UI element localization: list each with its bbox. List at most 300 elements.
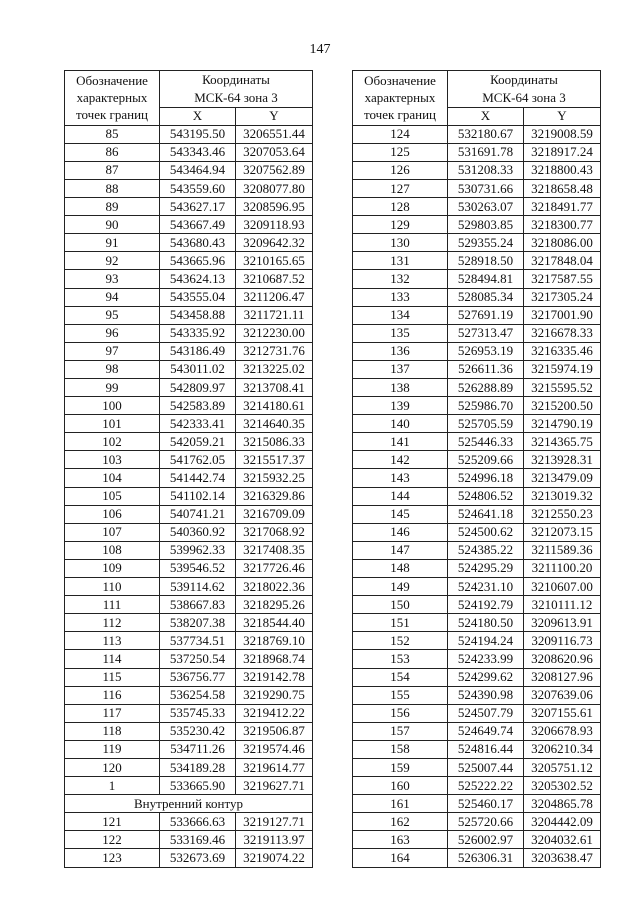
y-coordinate-cell: 3219142.78: [236, 668, 313, 686]
table-row: [65, 668, 313, 686]
y-coordinate-cell: 3210607.00: [524, 578, 601, 596]
table-row: [353, 342, 601, 360]
y-coordinate-cell: 3210165.65: [236, 252, 313, 270]
table-row: [65, 179, 313, 197]
point-number-cell: 152: [353, 632, 448, 650]
x-coordinate-cell: 524996.18: [448, 469, 524, 487]
point-number-cell: 99: [65, 379, 160, 397]
point-number-cell: 101: [65, 415, 160, 433]
point-number-cell: 111: [65, 596, 160, 614]
x-coordinate-cell: 528085.34: [448, 288, 524, 306]
point-number-cell: 106: [65, 505, 160, 523]
point-number-cell: 151: [353, 614, 448, 632]
point-number-cell: 122: [65, 831, 160, 849]
point-number-cell: 107: [65, 523, 160, 541]
point-number-cell: 114: [65, 650, 160, 668]
table-row: [353, 596, 601, 614]
y-coordinate-cell: 3214640.35: [236, 415, 313, 433]
table-row: [353, 849, 601, 867]
x-coordinate-cell: 524507.79: [448, 704, 524, 722]
table-row: [353, 813, 601, 831]
point-number-cell: 89: [65, 198, 160, 216]
table-row: [65, 722, 313, 740]
x-coordinate-cell: 524816.44: [448, 740, 524, 758]
y-coordinate-cell: 3218658.48: [524, 179, 601, 197]
x-coordinate-cell: 528494.81: [448, 270, 524, 288]
table-row: [353, 306, 601, 324]
y-coordinate-cell: 3210687.52: [236, 270, 313, 288]
page-number: 147: [309, 42, 331, 57]
point-number-cell: 85: [65, 125, 160, 143]
point-number-cell: 95: [65, 306, 160, 324]
x-coordinate-cell: 529355.24: [448, 234, 524, 252]
y-coordinate-cell: 3215595.52: [524, 379, 601, 397]
y-coordinate-cell: 3205751.12: [524, 758, 601, 776]
table-row: [65, 306, 313, 324]
x-coordinate-cell: 539114.62: [160, 578, 236, 596]
x-coordinate-cell: 539546.52: [160, 559, 236, 577]
x-coordinate-cell: 525446.33: [448, 433, 524, 451]
table-row: [65, 596, 313, 614]
point-number-cell: 98: [65, 360, 160, 378]
table-row: [353, 360, 601, 378]
point-number-cell: 87: [65, 161, 160, 179]
y-coordinate-cell: 3219412.22: [236, 704, 313, 722]
point-number-cell: 112: [65, 614, 160, 632]
point-number-cell: 135: [353, 324, 448, 342]
point-number-cell: 149: [353, 578, 448, 596]
y-coordinate-cell: 3206678.93: [524, 722, 601, 740]
table-row: [65, 614, 313, 632]
point-number-cell: 110: [65, 578, 160, 596]
y-coordinate-cell: 3208077.80: [236, 179, 313, 197]
point-number-cell: 113: [65, 632, 160, 650]
point-number-cell: 143: [353, 469, 448, 487]
table-row: [353, 614, 601, 632]
table-row: [353, 668, 601, 686]
point-number-cell: 117: [65, 704, 160, 722]
point-number-cell: 134: [353, 306, 448, 324]
y-coordinate-cell: 3219506.87: [236, 722, 313, 740]
point-number-cell: 139: [353, 397, 448, 415]
x-coordinate-cell: 538667.83: [160, 596, 236, 614]
y-coordinate-cell: 3219574.46: [236, 740, 313, 758]
x-coordinate-cell: 528918.50: [448, 252, 524, 270]
point-number-cell: 150: [353, 596, 448, 614]
point-number-cell: 102: [65, 433, 160, 451]
point-number-cell: 121: [65, 813, 160, 831]
x-coordinate-cell: 537250.54: [160, 650, 236, 668]
y-column-header: Y: [236, 107, 313, 125]
x-coordinate-cell: 543458.88: [160, 306, 236, 324]
x-coordinate-cell: 524231.10: [448, 578, 524, 596]
y-coordinate-cell: 3211100.20: [524, 559, 601, 577]
y-coordinate-cell: 3208596.95: [236, 198, 313, 216]
x-coordinate-cell: 542059.21: [160, 433, 236, 451]
y-coordinate-cell: 3218917.24: [524, 143, 601, 161]
x-coordinate-cell: 543186.49: [160, 342, 236, 360]
y-coordinate-cell: 3218544.40: [236, 614, 313, 632]
y-coordinate-cell: 3217001.90: [524, 306, 601, 324]
y-coordinate-cell: 3213225.02: [236, 360, 313, 378]
table-row: [65, 559, 313, 577]
x-coordinate-cell: 530263.07: [448, 198, 524, 216]
point-number-cell: 142: [353, 451, 448, 469]
x-coordinate-cell: 534189.28: [160, 758, 236, 776]
coordinates-table-right: [352, 70, 601, 868]
y-coordinate-cell: 3207155.61: [524, 704, 601, 722]
point-number-cell: 1: [65, 777, 160, 795]
x-coordinate-cell: 524194.24: [448, 632, 524, 650]
coords-system-header: МСК-64 зона 3: [160, 90, 313, 108]
point-number-cell: 91: [65, 234, 160, 252]
x-coordinate-cell: 532673.69: [160, 849, 236, 867]
point-number-cell: 154: [353, 668, 448, 686]
x-coordinate-cell: 543195.50: [160, 125, 236, 143]
x-coordinate-cell: 525720.66: [448, 813, 524, 831]
point-number-cell: 158: [353, 740, 448, 758]
x-coordinate-cell: 524233.99: [448, 650, 524, 668]
x-column-header: X: [448, 107, 524, 125]
point-number-cell: 93: [65, 270, 160, 288]
point-number-cell: 115: [65, 668, 160, 686]
table-row: [65, 360, 313, 378]
table-row: [65, 686, 313, 704]
table-row: [353, 179, 601, 197]
inner-contour-row: [65, 795, 313, 813]
point-number-cell: 100: [65, 397, 160, 415]
table-row: [65, 505, 313, 523]
coords-label-line: Координаты: [490, 72, 558, 88]
point-number-cell: 104: [65, 469, 160, 487]
point-number-cell: 156: [353, 704, 448, 722]
y-coordinate-cell: 3215932.25: [236, 469, 313, 487]
y-coordinate-cell: 3208620.96: [524, 650, 601, 668]
y-coordinate-cell: 3216335.46: [524, 342, 601, 360]
x-coordinate-cell: 542333.41: [160, 415, 236, 433]
y-coordinate-cell: 3213019.32: [524, 487, 601, 505]
x-coordinate-cell: 542809.97: [160, 379, 236, 397]
point-number-cell: 90: [65, 216, 160, 234]
x-coordinate-cell: 543343.46: [160, 143, 236, 161]
table-row: [65, 379, 313, 397]
inner-contour-label: Внутренний контур: [65, 795, 313, 813]
point-number-cell: 131: [353, 252, 448, 270]
table-row: [65, 487, 313, 505]
x-coordinate-cell: 543627.17: [160, 198, 236, 216]
table-row: [353, 777, 601, 795]
point-number-cell: 88: [65, 179, 160, 197]
x-coordinate-cell: 535745.33: [160, 704, 236, 722]
table-row: [353, 632, 601, 650]
table-row: [353, 397, 601, 415]
table-row: [65, 252, 313, 270]
point-number-cell: 127: [353, 179, 448, 197]
y-coordinate-cell: 3217408.35: [236, 541, 313, 559]
table-row: [353, 451, 601, 469]
point-label-line: Обозначение: [76, 73, 148, 88]
y-coordinate-cell: 3203638.47: [524, 849, 601, 867]
x-coordinate-cell: 539962.33: [160, 541, 236, 559]
x-coordinate-cell: 543464.94: [160, 161, 236, 179]
table-row: [65, 632, 313, 650]
y-coordinate-cell: 3213708.41: [236, 379, 313, 397]
point-label-line: характерных: [76, 90, 148, 105]
table-row: [353, 487, 601, 505]
table-row: [353, 686, 601, 704]
y-coordinate-cell: 3218295.26: [236, 596, 313, 614]
table-row: [353, 143, 601, 161]
x-coordinate-cell: 525209.66: [448, 451, 524, 469]
point-number-cell: 132: [353, 270, 448, 288]
y-column-header: Y: [524, 107, 601, 125]
y-coordinate-cell: 3206551.44: [236, 125, 313, 143]
point-number-cell: 136: [353, 342, 448, 360]
y-coordinate-cell: 3219614.77: [236, 758, 313, 776]
point-number-cell: 116: [65, 686, 160, 704]
y-coordinate-cell: 3211206.47: [236, 288, 313, 306]
point-number-cell: 108: [65, 541, 160, 559]
coords-label-line: Координаты: [202, 72, 270, 88]
point-label-header: [65, 71, 160, 126]
y-coordinate-cell: 3206210.34: [524, 740, 601, 758]
y-coordinate-cell: 3216709.09: [236, 505, 313, 523]
point-number-cell: 97: [65, 342, 160, 360]
x-coordinate-cell: 541442.74: [160, 469, 236, 487]
point-number-cell: 103: [65, 451, 160, 469]
x-coordinate-cell: 540360.92: [160, 523, 236, 541]
point-number-cell: 109: [65, 559, 160, 577]
table-row: [65, 740, 313, 758]
y-coordinate-cell: 3207053.64: [236, 143, 313, 161]
table-row: [65, 397, 313, 415]
x-coordinate-cell: 533169.46: [160, 831, 236, 849]
x-coordinate-cell: 543665.96: [160, 252, 236, 270]
y-coordinate-cell: 3217305.24: [524, 288, 601, 306]
table-row: [65, 198, 313, 216]
table-row: [65, 216, 313, 234]
x-coordinate-cell: 543667.49: [160, 216, 236, 234]
point-label-line: Обозначение: [364, 73, 436, 88]
x-coordinate-cell: 524295.29: [448, 559, 524, 577]
table-row: [65, 161, 313, 179]
point-number-cell: 164: [353, 849, 448, 867]
point-number-cell: 129: [353, 216, 448, 234]
table-row: [65, 451, 313, 469]
y-coordinate-cell: 3219127.71: [236, 813, 313, 831]
y-coordinate-cell: 3207562.89: [236, 161, 313, 179]
y-coordinate-cell: 3204865.78: [524, 795, 601, 813]
point-label-header: [353, 71, 448, 126]
table-header-row: [353, 71, 601, 90]
table-row: [65, 758, 313, 776]
y-coordinate-cell: 3205302.52: [524, 777, 601, 795]
table-row: [65, 523, 313, 541]
table-row: [353, 541, 601, 559]
x-coordinate-cell: 543624.13: [160, 270, 236, 288]
point-number-cell: 130: [353, 234, 448, 252]
table-row: [65, 704, 313, 722]
y-coordinate-cell: 3218800.43: [524, 161, 601, 179]
point-label-line: точек границ: [75, 107, 149, 122]
table-row: [353, 198, 601, 216]
table-row: [65, 324, 313, 342]
x-coordinate-cell: 543559.60: [160, 179, 236, 197]
x-coordinate-cell: 525460.17: [448, 795, 524, 813]
x-coordinate-cell: 524806.52: [448, 487, 524, 505]
table-row: [65, 469, 313, 487]
y-coordinate-cell: 3218968.74: [236, 650, 313, 668]
y-coordinate-cell: 3212550.23: [524, 505, 601, 523]
x-coordinate-cell: 536254.58: [160, 686, 236, 704]
table-row: [353, 270, 601, 288]
x-coordinate-cell: 526306.31: [448, 849, 524, 867]
y-coordinate-cell: 3212731.76: [236, 342, 313, 360]
x-column-header: X: [160, 107, 236, 125]
table-row: [65, 541, 313, 559]
y-coordinate-cell: 3207639.06: [524, 686, 601, 704]
y-coordinate-cell: 3217848.04: [524, 252, 601, 270]
table-row: [65, 234, 313, 252]
y-coordinate-cell: 3214180.61: [236, 397, 313, 415]
y-coordinate-cell: 3213928.31: [524, 451, 601, 469]
point-label-line: точек границ: [363, 107, 437, 122]
x-coordinate-cell: 533665.90: [160, 777, 236, 795]
table-row: [353, 704, 601, 722]
x-coordinate-cell: 531208.33: [448, 161, 524, 179]
point-number-cell: 144: [353, 487, 448, 505]
y-coordinate-cell: 3216678.33: [524, 324, 601, 342]
x-coordinate-cell: 534711.26: [160, 740, 236, 758]
y-coordinate-cell: 3204442.09: [524, 813, 601, 831]
x-coordinate-cell: 524649.74: [448, 722, 524, 740]
table-row: [65, 342, 313, 360]
table-row: [353, 125, 601, 143]
y-coordinate-cell: 3215517.37: [236, 451, 313, 469]
point-number-cell: 133: [353, 288, 448, 306]
y-coordinate-cell: 3217068.92: [236, 523, 313, 541]
point-number-cell: 147: [353, 541, 448, 559]
table-row: [353, 379, 601, 397]
point-number-cell: 120: [65, 758, 160, 776]
point-number-cell: 128: [353, 198, 448, 216]
point-label-line: характерных: [364, 90, 436, 105]
table-row: [353, 523, 601, 541]
point-number-cell: 92: [65, 252, 160, 270]
point-number-cell: 94: [65, 288, 160, 306]
y-coordinate-cell: 3212073.15: [524, 523, 601, 541]
x-coordinate-cell: 525007.44: [448, 758, 524, 776]
table-row: [353, 433, 601, 451]
coords-system-header: МСК-64 зона 3: [448, 90, 601, 108]
y-coordinate-cell: 3215974.19: [524, 360, 601, 378]
y-coordinate-cell: 3208127.96: [524, 668, 601, 686]
y-coordinate-cell: 3211589.36: [524, 541, 601, 559]
table-row: [353, 722, 601, 740]
table-row: [353, 161, 601, 179]
point-number-cell: 138: [353, 379, 448, 397]
x-coordinate-cell: 541762.05: [160, 451, 236, 469]
y-coordinate-cell: 3217726.46: [236, 559, 313, 577]
point-number-cell: 153: [353, 650, 448, 668]
y-coordinate-cell: 3218769.10: [236, 632, 313, 650]
y-coordinate-cell: 3218086.00: [524, 234, 601, 252]
x-coordinate-cell: 525705.59: [448, 415, 524, 433]
table-row: [65, 831, 313, 849]
table-row: [353, 559, 601, 577]
x-coordinate-cell: 524192.79: [448, 596, 524, 614]
x-coordinate-cell: 526288.89: [448, 379, 524, 397]
y-coordinate-cell: 3218491.77: [524, 198, 601, 216]
y-coordinate-cell: 3214790.19: [524, 415, 601, 433]
table-row: [65, 415, 313, 433]
table-row: [353, 650, 601, 668]
x-coordinate-cell: 524500.62: [448, 523, 524, 541]
y-coordinate-cell: 3215200.50: [524, 397, 601, 415]
table-row: [353, 758, 601, 776]
table-row: [65, 288, 313, 306]
x-coordinate-cell: 525222.22: [448, 777, 524, 795]
table-row: [353, 415, 601, 433]
point-number-cell: 124: [353, 125, 448, 143]
x-coordinate-cell: 533666.63: [160, 813, 236, 831]
point-number-cell: 162: [353, 813, 448, 831]
point-number-cell: 163: [353, 831, 448, 849]
point-number-cell: 141: [353, 433, 448, 451]
point-number-cell: 160: [353, 777, 448, 795]
y-coordinate-cell: 3219008.59: [524, 125, 601, 143]
table-row: [65, 143, 313, 161]
table-row: [353, 831, 601, 849]
point-number-cell: 96: [65, 324, 160, 342]
point-number-cell: 123: [65, 849, 160, 867]
y-coordinate-cell: 3211721.11: [236, 306, 313, 324]
x-coordinate-cell: 526611.36: [448, 360, 524, 378]
table-row: [65, 813, 313, 831]
point-number-cell: 159: [353, 758, 448, 776]
y-coordinate-cell: 3212230.00: [236, 324, 313, 342]
table-row: [65, 650, 313, 668]
table-row: [353, 578, 601, 596]
y-coordinate-cell: 3218022.36: [236, 578, 313, 596]
point-number-cell: 140: [353, 415, 448, 433]
table-row: [65, 433, 313, 451]
table-row: [65, 777, 313, 795]
y-coordinate-cell: 3209118.93: [236, 216, 313, 234]
y-coordinate-cell: 3219113.97: [236, 831, 313, 849]
coordinates-table-left: [64, 70, 313, 868]
x-coordinate-cell: 524180.50: [448, 614, 524, 632]
x-coordinate-cell: 530731.66: [448, 179, 524, 197]
y-coordinate-cell: 3209116.73: [524, 632, 601, 650]
coords-label-header: [160, 71, 313, 90]
x-coordinate-cell: 543011.02: [160, 360, 236, 378]
point-number-cell: 137: [353, 360, 448, 378]
y-coordinate-cell: 3210111.12: [524, 596, 601, 614]
point-number-cell: 161: [353, 795, 448, 813]
point-number-cell: 119: [65, 740, 160, 758]
x-coordinate-cell: 526953.19: [448, 342, 524, 360]
x-coordinate-cell: 542583.89: [160, 397, 236, 415]
point-number-cell: 155: [353, 686, 448, 704]
x-coordinate-cell: 540741.21: [160, 505, 236, 523]
x-coordinate-cell: 527691.19: [448, 306, 524, 324]
table-row: [353, 795, 601, 813]
y-coordinate-cell: 3216329.86: [236, 487, 313, 505]
point-number-cell: 118: [65, 722, 160, 740]
x-coordinate-cell: 527313.47: [448, 324, 524, 342]
y-coordinate-cell: 3219290.75: [236, 686, 313, 704]
